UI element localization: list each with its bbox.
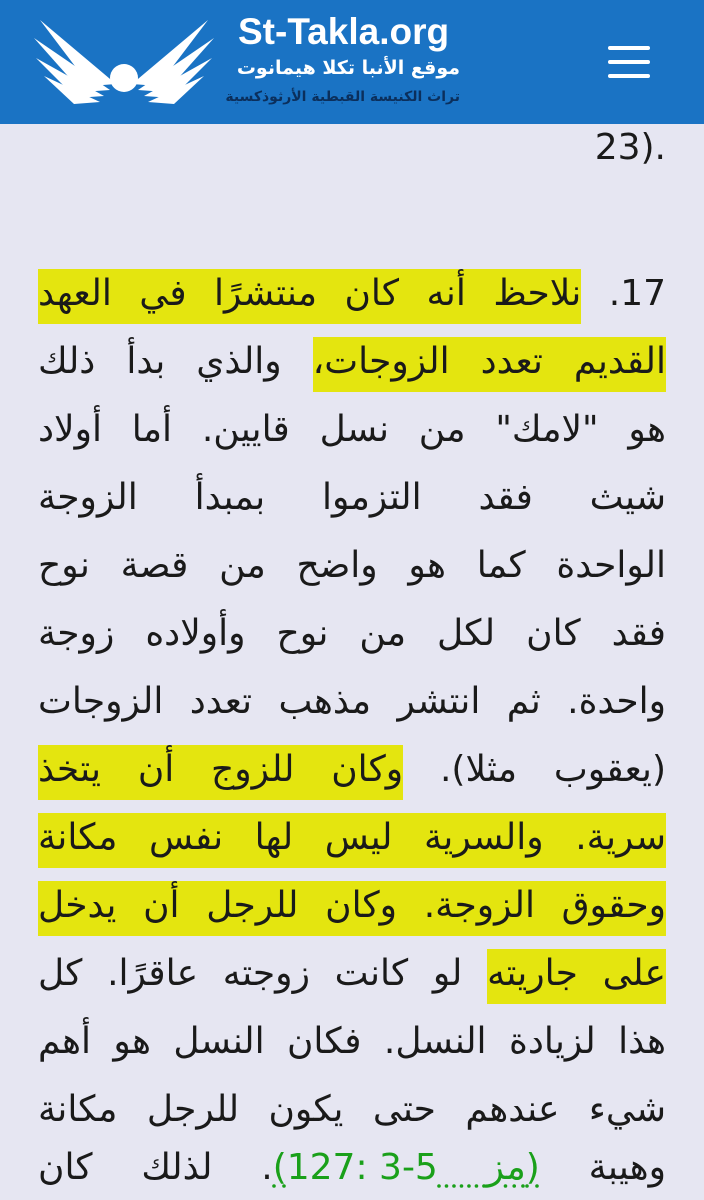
highlighted-text: وكان للزوج أن يتخذ (38, 745, 403, 800)
article-line (38, 118, 666, 178)
article-line (38, 808, 666, 868)
previous-paragraph-end: 23). (594, 127, 666, 168)
winged-sun-logo-icon[interactable] (30, 12, 218, 110)
text-segment: لو كانت زوجته عاقرًا. كل (38, 953, 488, 994)
bible-reference-link[interactable]: (مز 127: 3-5) (273, 1147, 540, 1188)
site-header (0, 0, 704, 124)
highlighted-text: سرية. والسرية ليس لها نفس مكانة (38, 813, 666, 868)
article-line (38, 1138, 666, 1198)
article-line: واحدة. ثم انتشر مذهب تعدد الزوجات (38, 681, 666, 722)
site-subtitle: موقع الأنبا تكلا هيمانوت (236, 57, 460, 79)
text-segment: (يعقوب مثلا). (403, 749, 666, 790)
article-line (38, 264, 666, 324)
article-line: شيث فقد التزموا بمبدأ الزوجة (38, 477, 666, 518)
text-segment: . لذلك كان (38, 1147, 273, 1188)
reference-book: مز (486, 1147, 526, 1188)
text-segment: والذي بدأ ذلك (38, 341, 313, 382)
site-tagline: تراث الكنيسة القبطية الأرثوذكسية (225, 89, 460, 105)
article-line (38, 876, 666, 936)
text-segment: وهيبة (539, 1147, 666, 1188)
reference-verses: 127: 3-5 (286, 1147, 438, 1188)
article-line (38, 332, 666, 392)
article-line (38, 944, 666, 1004)
site-name[interactable]: St-Takla.org (238, 11, 450, 52)
highlighted-text: على جاريته (487, 949, 666, 1004)
highlighted-text: القديم تعدد الزوجات، (313, 337, 666, 392)
article-line: فقد كان لكل من نوح وأولاده زوجة (38, 613, 666, 654)
highlighted-text: نلاحظ أنه كان منتشرًا في العهد (38, 269, 581, 324)
article-line: هو "لامك" من نسل قايين. أما أولاد (38, 409, 666, 450)
highlighted-text: وحقوق الزوجة. وكان للرجل أن يدخل (38, 881, 666, 936)
article-line: هذا لزيادة النسل. فكان النسل هو أهم (38, 1021, 666, 1062)
article-line: شيء عندهم حتى يكون للرجل مكانة (38, 1089, 666, 1130)
article-line (38, 740, 666, 800)
paragraph-number: 17. (608, 273, 666, 314)
article-line: الواحدة كما هو واضح من قصة نوح (38, 545, 666, 586)
hamburger-menu-icon[interactable] (600, 40, 656, 84)
